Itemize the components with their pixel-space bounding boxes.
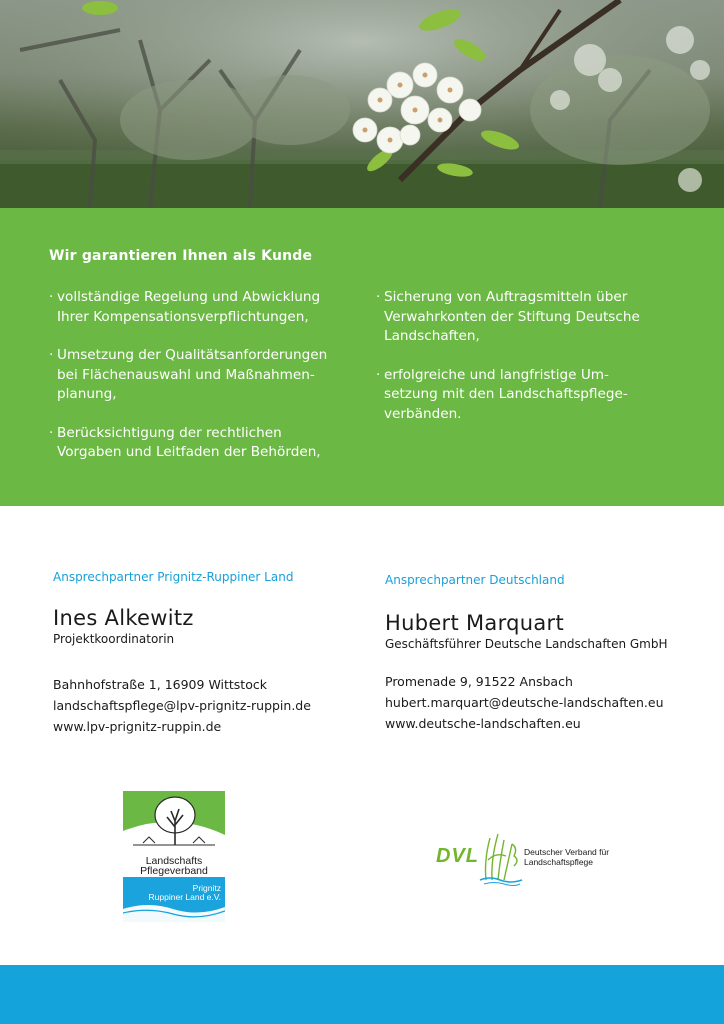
bullet-icon: · (376, 289, 381, 305)
contact-address: Promenade 9, 91522 Ansbach (385, 674, 573, 689)
guarantee-item (376, 288, 696, 347)
contact-national (385, 573, 715, 734)
lpv-logo-line2: Pflegeverband (140, 865, 208, 877)
dvl-logo-line2: Landschaftspflege (524, 857, 593, 867)
bullet-icon: · (49, 347, 54, 363)
guarantee-item (49, 346, 369, 405)
lpv-logo-tree-panel (123, 791, 225, 855)
lpv-logo-name (123, 856, 225, 876)
lpv-logo-sub1: Prignitz (192, 883, 221, 893)
hero-photo (0, 0, 724, 208)
lpv-logo (123, 791, 225, 922)
guarantees-left-column (49, 288, 369, 482)
tree-icon (123, 791, 225, 855)
dvl-logo-letters: DVL (436, 845, 479, 867)
dvl-logo (432, 828, 632, 888)
contact-details (385, 671, 715, 734)
contact-email-link[interactable]: landschaftspflege@lpv-prignitz-ruppin.de (53, 698, 311, 713)
dvl-logo-line1: Deutscher Verband für (524, 847, 610, 857)
guarantees-heading: Wir garantieren Ihnen als Kunde (49, 248, 313, 264)
contact-label: Ansprechpartner Prignitz-Ruppiner Land (53, 570, 294, 584)
contact-web-link[interactable]: www.deutsche-landschaften.eu (385, 716, 581, 731)
bullet-icon: · (49, 289, 54, 305)
guarantee-item (49, 288, 369, 327)
contact-name: Hubert Marquart (385, 611, 565, 635)
footer-band (0, 965, 724, 1024)
bullet-icon: · (376, 366, 381, 383)
guarantee-text: erfolgreiche und langfristige Um- setzung mit den Landschaftspflege- verbänden. (384, 366, 628, 422)
guarantee-item (376, 366, 696, 425)
dvl-logo-name (524, 847, 609, 867)
contact-name: Ines Alkewitz (53, 606, 194, 630)
guarantee-item (49, 424, 369, 463)
contact-label: Ansprechpartner Deutschland (385, 573, 565, 587)
guarantee-text: Umsetzung der Qualitätsanforderungen bei Flächenauswahl und Maßnahmen- planung, (57, 347, 328, 402)
lpv-logo-sub2: Ruppiner Land e.V. (148, 892, 221, 902)
guarantee-text: Berücksichtigung der rechtlichen Vorgaben und Leitfaden der Behörden, (57, 424, 321, 460)
blossom-photo-illustration (0, 0, 724, 208)
guarantee-text: Sicherung von Auftragsmitteln über Verwahrkonten der Stiftung Deutsche Landschaften, (384, 289, 640, 344)
contact-web-link[interactable]: www.lpv-prignitz-ruppin.de (53, 719, 222, 734)
contact-role: Projektkoordinatorin (53, 632, 175, 646)
guarantee-text: vollständige Regelung und Abwicklung Ihrer Kompensationsverpflichtungen, (57, 289, 321, 325)
lpv-logo-region (149, 884, 221, 902)
contact-role: Geschäftsführer Deutsche Landschaften GmbH (385, 637, 668, 651)
guarantees-right-column (376, 288, 696, 443)
contact-email-link[interactable]: hubert.marquart@deutsche-landschaften.eu (385, 695, 664, 710)
contact-address: Bahnhofstraße 1, 16909 Wittstock (53, 677, 267, 692)
lpv-logo-line1: Landschafts (145, 855, 203, 867)
reed-icon (478, 830, 524, 886)
contact-details (53, 674, 353, 737)
bullet-icon: · (49, 424, 54, 441)
guarantees-section (0, 208, 724, 506)
contact-regional (53, 570, 353, 737)
